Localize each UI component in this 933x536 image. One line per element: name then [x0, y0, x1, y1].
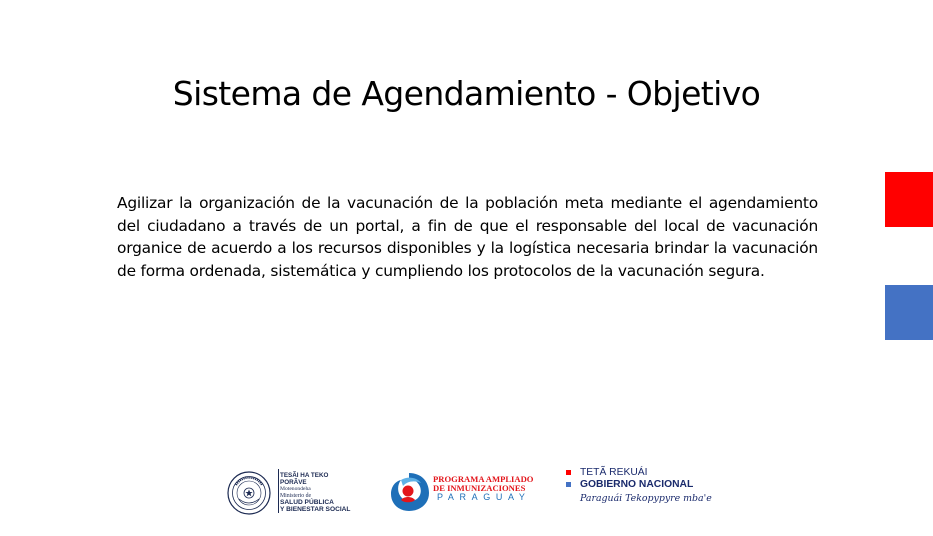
program-logo — [387, 465, 549, 517]
immunization-program-icon — [387, 469, 431, 513]
government-logo — [564, 465, 724, 517]
footer-logos — [225, 465, 725, 517]
program-line-2: DE INMUNIZACIONES — [433, 483, 526, 493]
ministry-line-1: TESÃI HA TEKO — [280, 472, 329, 479]
government-slogan: Paraguái Tekopypyre mba'e — [580, 493, 712, 504]
ministry-line-4: Ministerio de — [280, 493, 312, 499]
national-seal-icon — [227, 471, 271, 515]
ministry-logo — [225, 465, 370, 517]
government-line-1: TETÃ REKUÁI — [580, 467, 648, 478]
ministry-line-3: Motenondeha — [280, 486, 311, 492]
accent-bar-blue — [885, 285, 933, 340]
flag-blue-square-icon — [566, 482, 571, 487]
government-line-2: GOBIERNO NACIONAL — [580, 479, 694, 490]
slide-title: Sistema de Agendamiento - Objetivo — [172, 74, 761, 113]
ministry-line-5: SALUD PÚBLICA — [280, 499, 334, 506]
program-line-3: PARAGUAY — [437, 492, 531, 502]
ministry-line-2: PORÃVE — [280, 479, 307, 486]
ministry-divider — [278, 469, 279, 513]
flag-red-square-icon — [566, 470, 571, 475]
accent-bar-red — [885, 172, 933, 227]
ministry-line-6: Y BIENESTAR SOCIAL — [280, 506, 351, 513]
program-line-1: PROGRAMA AMPLIADO — [433, 474, 534, 484]
objective-paragraph: Agilizar la organización de la vacunación de la población meta mediante el agendamiento del ciudadano a través de un portal, a fin de que el responsable del local de vacunación organice de acuerdo a los recursos disponibles y la logística necesaria brindar la vacunación de forma ordenada, sistemática y cumpliendo los protocolos de la vacunación segura. — [117, 194, 818, 280]
